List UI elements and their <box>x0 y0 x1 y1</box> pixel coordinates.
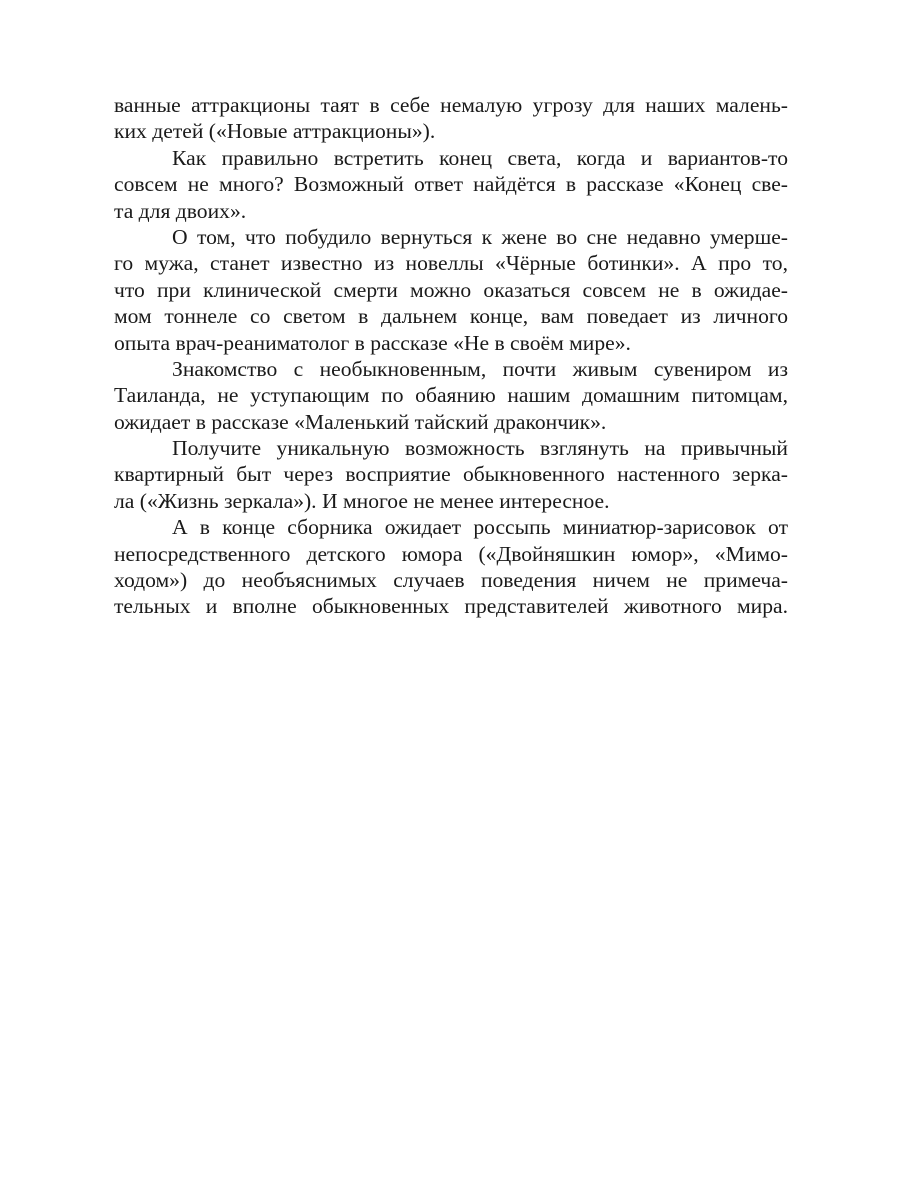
text-line: А в конце сборника ожидает россыпь миниатюр-зарисовок от <box>172 515 788 540</box>
text-line: ванные аттракционы таят в себе немалую угрозу для наших малень- <box>114 93 788 117</box>
text-line: ходом») до необъяснимых случаев поведения ничем не примеча- <box>114 568 788 593</box>
text-line: опыта врач-реаниматолог в рассказе «Не в своём мире». <box>114 330 631 355</box>
text-line: что при клинической смерти можно оказаться совсем не в ожидае- <box>114 277 788 302</box>
text-line: Таиланда, не уступающим по обаянию нашим домашним питомцам, <box>114 383 788 408</box>
text-line: квартирный быт через восприятие обыкновенного настенного зерка- <box>114 462 788 487</box>
text-line: Получите уникальную возможность взглянуть на привычный <box>172 436 788 461</box>
text-line: тельных и вполне обыкновенных представителей животного мира. <box>114 594 788 619</box>
text-line: непосредственного детского юмора («Двойняшкин юмор», «Мимо- <box>114 541 788 566</box>
text-line: О том, что побудило вернуться к жене во сне недавно умерше- <box>172 224 788 249</box>
text-line: та для двоих». <box>114 198 247 223</box>
text-line: ких детей («Новые аттракционы»). <box>114 119 436 144</box>
body-text <box>114 92 788 620</box>
text-line: совсем не много? Возможный ответ найдётся в рассказе «Конец све- <box>114 172 788 197</box>
text-line: го мужа, станет известно из новеллы «Чёрные ботинки». А про то, <box>114 251 788 276</box>
text-line: Как правильно встретить конец света, когда и вариантов-то <box>172 145 788 170</box>
text-line: Знакомство с необыкновенным, почти живым сувениром из <box>172 356 788 381</box>
text-line: ла («Жизнь зеркала»). И многое не менее интересное. <box>114 488 610 513</box>
text-line: ожидает в рассказе «Маленький тайский дракончик». <box>114 409 607 434</box>
text-line: мом тоннеле со светом в дальнем конце, вам поведает из личного <box>114 304 788 329</box>
